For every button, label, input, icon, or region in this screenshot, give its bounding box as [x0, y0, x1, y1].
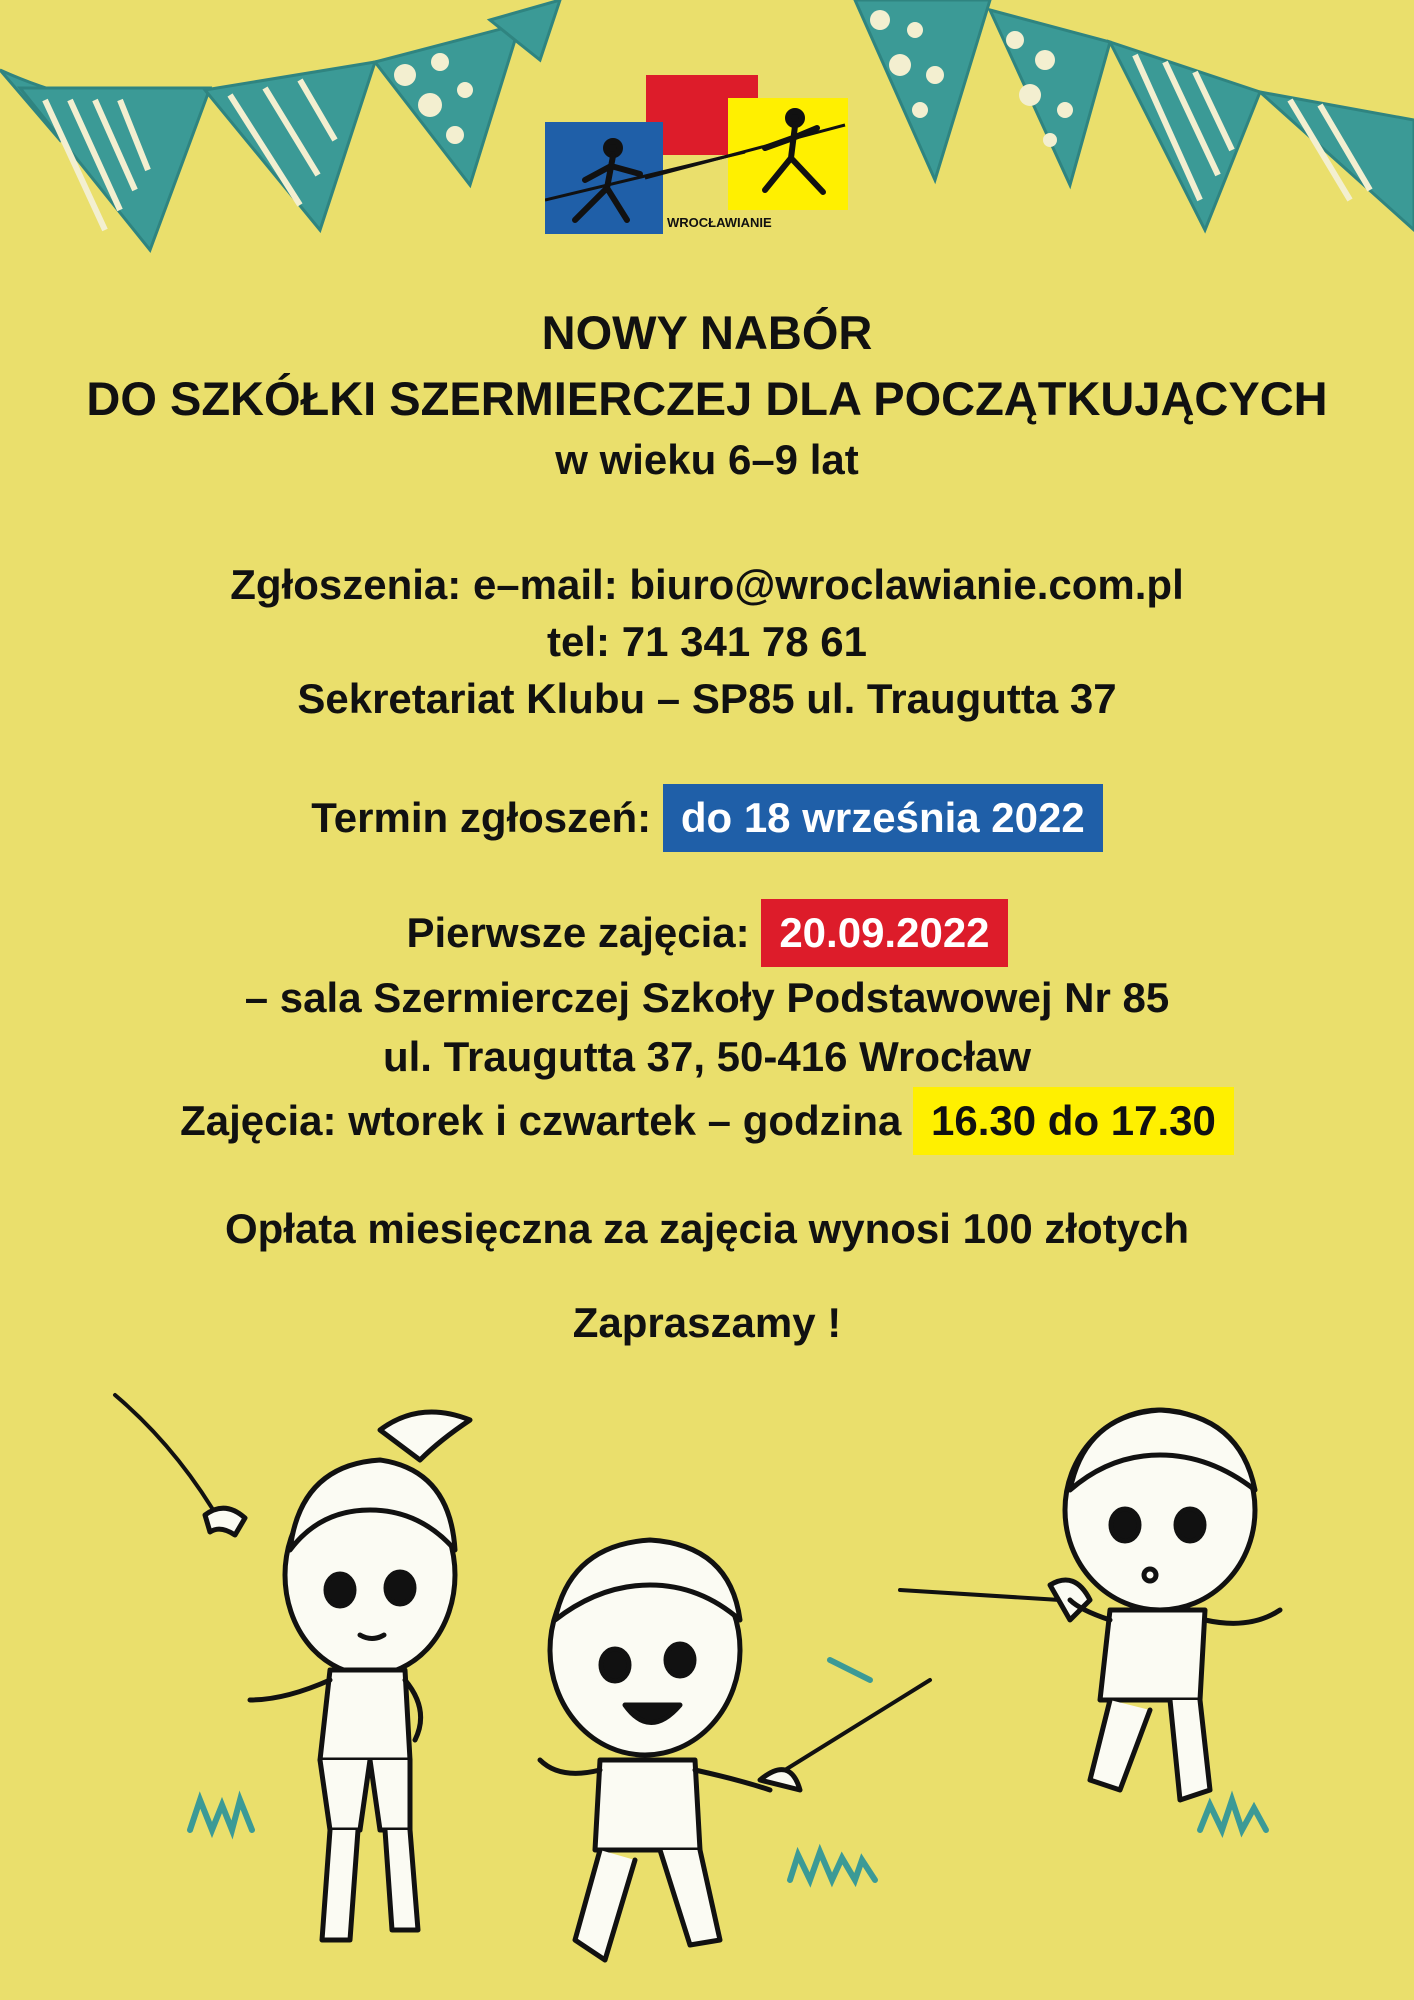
phone-line: tel: 71 341 78 61	[547, 618, 867, 665]
address-line: ul. Traugutta 37, 50-416 Wrocław	[382, 1033, 1032, 1080]
invitation	[0, 1294, 1414, 1352]
heading	[0, 300, 1414, 488]
fencing-children-illustration	[0, 1360, 1414, 2000]
venue-line: – sala Szermierczej Szkoły Podstawowej Nr 85	[244, 974, 1170, 1021]
first-class-info	[0, 898, 1414, 1156]
first-class-label: Pierwsze zajęcia:	[406, 909, 750, 956]
contact-info	[0, 556, 1414, 727]
schedule-label: Zajęcia:	[180, 1097, 337, 1144]
first-class-date: 20.09.2022	[761, 899, 1007, 967]
deadline-label: Termin zgłoszeń:	[311, 794, 652, 841]
age-range: w wieku 6–9 lat	[555, 436, 859, 483]
email-line: Zgłoszenia: e–mail: biuro@wroclawianie.com.pl	[230, 561, 1184, 608]
fee-line: Opłata miesięczna za zajęcia wynosi 100 złotych	[224, 1205, 1190, 1252]
boy-fencer-right	[900, 1410, 1280, 1800]
schedule-days: wtorek i czwartek – godzina	[336, 1097, 914, 1144]
invite-line: Zapraszamy !	[572, 1299, 842, 1346]
boy-fencer-center	[540, 1540, 930, 1960]
logo-wordmark: WROCŁAWIANIE	[667, 215, 772, 230]
monthly-fee	[0, 1200, 1414, 1258]
heading-line-2: DO SZKÓŁKI SZERMIERCZEJ DLA POCZĄTKUJĄCYCH	[86, 372, 1328, 425]
schedule-line	[0, 1086, 1414, 1156]
heading-line-1: NOWY NABÓR	[541, 306, 873, 359]
club-logo	[545, 70, 865, 240]
office-line: Sekretariat Klubu – SP85 ul. Traugutta 37	[297, 675, 1117, 722]
schedule-hours: 16.30 do 17.30	[913, 1087, 1234, 1155]
deadline-value: do 18 września 2022	[663, 784, 1103, 852]
deadline	[0, 782, 1414, 854]
girl-fencer	[115, 1395, 470, 1940]
